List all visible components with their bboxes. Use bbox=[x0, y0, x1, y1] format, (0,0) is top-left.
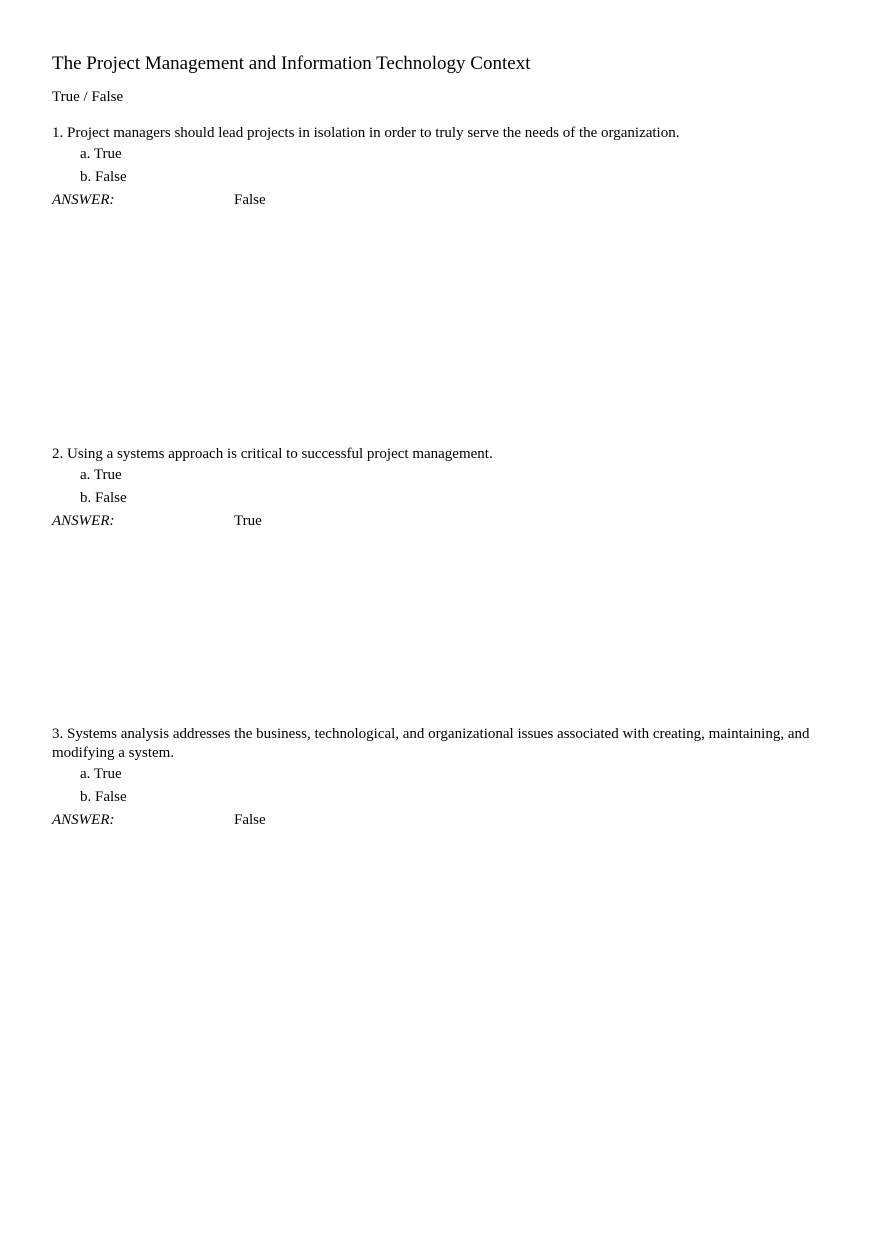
question-3 bbox=[52, 725, 842, 830]
answer-value: True bbox=[234, 513, 262, 529]
question-2 bbox=[52, 445, 842, 531]
answer-label: ANSWER: bbox=[52, 812, 115, 828]
section-heading: True / False bbox=[52, 89, 124, 105]
question-stem: 1. Project managers should lead projects in isolation in order to truly serve the needs of the organization. bbox=[52, 125, 680, 141]
document-title: The Project Management and Information Technology Context bbox=[52, 53, 531, 74]
answer-label: ANSWER: bbox=[52, 513, 115, 529]
answer-row bbox=[52, 191, 842, 210]
option-b: b. False bbox=[80, 490, 127, 506]
answer-row bbox=[52, 512, 842, 531]
question-stem: 2. Using a systems approach is critical to successful project management. bbox=[52, 446, 493, 462]
answer-value: False bbox=[234, 812, 266, 828]
option-a: a. True bbox=[80, 766, 122, 782]
answer-label: ANSWER: bbox=[52, 192, 115, 208]
question-stem: 3. Systems analysis addresses the business, technological, and organizational issues associated with creating, maintaining, and modifying a system. bbox=[52, 726, 810, 761]
option-a: a. True bbox=[80, 146, 122, 162]
question-1 bbox=[52, 124, 842, 210]
option-b: b. False bbox=[80, 169, 127, 185]
option-b: b. False bbox=[80, 789, 127, 805]
option-a: a. True bbox=[80, 467, 122, 483]
answer-row bbox=[52, 811, 842, 830]
answer-value: False bbox=[234, 192, 266, 208]
